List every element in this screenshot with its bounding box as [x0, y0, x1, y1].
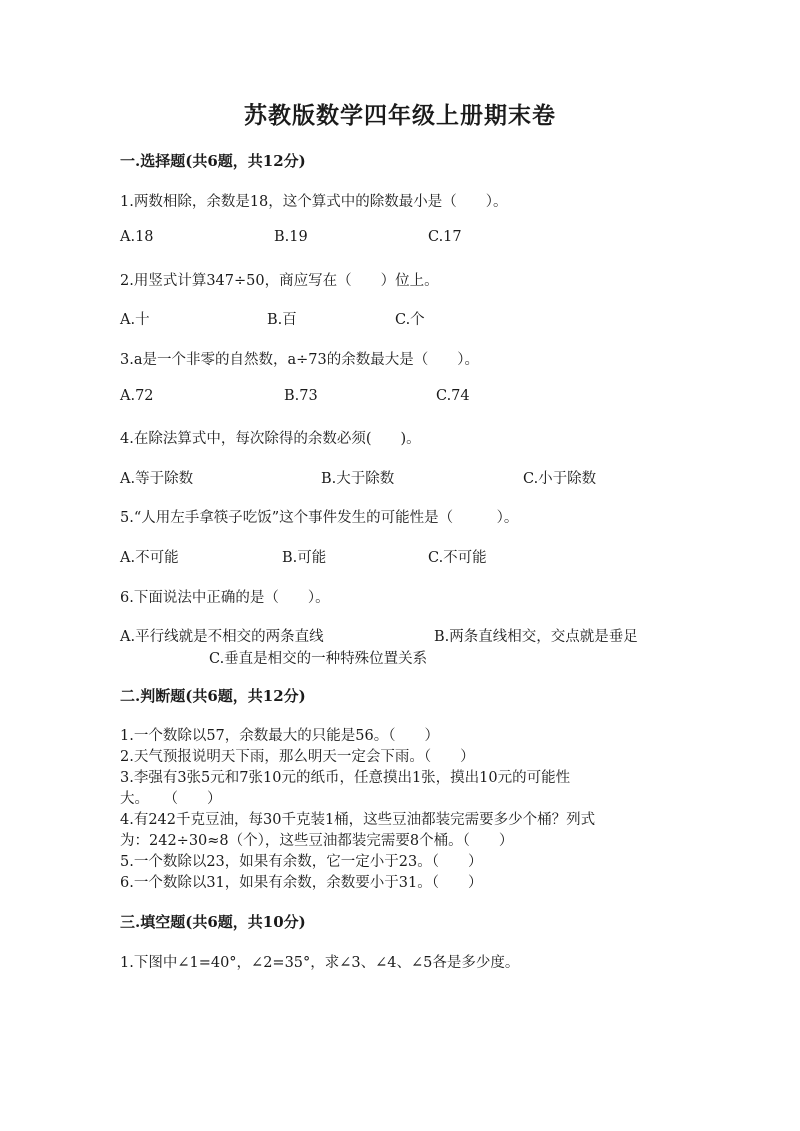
- question-text: 1.两数相除，余数是18，这个算式中的除数最小是（ ）。: [120, 194, 508, 210]
- option-a: A.平行线就是不相交的两条直线: [120, 629, 324, 645]
- option-b: B.可能: [282, 550, 327, 566]
- option-a: A.十: [120, 312, 150, 328]
- judgment-item: 4.有242千克豆油，每30千克装1桶，这些豆油都装完需要多少个桶？列式: [120, 812, 596, 828]
- question-text: 2.用竖式计算347÷50，商应写在（ ）位上。: [120, 273, 439, 289]
- section-heading: 一.选择题(共6题，共12分): [120, 152, 306, 170]
- option-a: A.72: [120, 388, 154, 404]
- question-text: 3.a是一个非零的自然数，a÷73的余数最大是（ ）。: [120, 352, 479, 368]
- page-title: 苏教版数学四年级上册期末卷: [244, 102, 556, 129]
- judgment-item: 6.一个数除以31，如果有余数，余数要小于31。（ ）: [120, 875, 483, 891]
- question-text: 1.下图中∠1=40°，∠2=35°，求∠3、∠4、∠5各是多少度。: [120, 955, 520, 971]
- judgment-item: 2.天气预报说明天下雨，那么明天一定会下雨。（ ）: [120, 749, 475, 765]
- option-c: C.17: [428, 229, 462, 245]
- option-a: A.18: [120, 229, 154, 245]
- option-a: A.不可能: [120, 550, 179, 566]
- question-text: 6.下面说法中正确的是（ ）。: [120, 590, 330, 606]
- section-heading: 三.填空题(共6题，共10分): [120, 913, 306, 931]
- option-c: C.小于除数: [523, 471, 597, 487]
- option-b: B.两条直线相交，交点就是垂足: [434, 629, 638, 645]
- judgment-item-continued: 为：242÷30≈8（个），这些豆油都装完需要8个桶。（ ）: [120, 833, 514, 849]
- option-c: C.垂直是相交的一种特殊位置关系: [209, 651, 428, 667]
- option-b: B.百: [267, 312, 297, 328]
- judgment-item: 3.李强有3张5元和7张10元的纸币，任意摸出1张，摸出10元的可能性: [120, 770, 571, 786]
- judgment-item: 1.一个数除以57，余数最大的只能是56。（ ）: [120, 728, 439, 744]
- option-b: B.19: [274, 229, 308, 245]
- option-a: A.等于除数: [120, 471, 194, 487]
- option-b: B.73: [284, 388, 318, 404]
- judgment-item: 5.一个数除以23，如果有余数，它一定小于23。（ ）: [120, 854, 483, 870]
- option-c: C.74: [436, 388, 470, 404]
- option-b: B.大于除数: [321, 471, 395, 487]
- judgment-item-continued: 大。 （ ）: [120, 791, 222, 807]
- question-text: 5.“人用左手拿筷子吃饭”这个事件发生的可能性是（ ）。: [120, 510, 519, 526]
- question-text: 4.在除法算式中，每次除得的余数必须( )。: [120, 431, 421, 447]
- option-c: C.不可能: [428, 550, 487, 566]
- option-c: C.个: [395, 312, 425, 328]
- section-heading: 二.判断题(共6题，共12分): [120, 687, 306, 705]
